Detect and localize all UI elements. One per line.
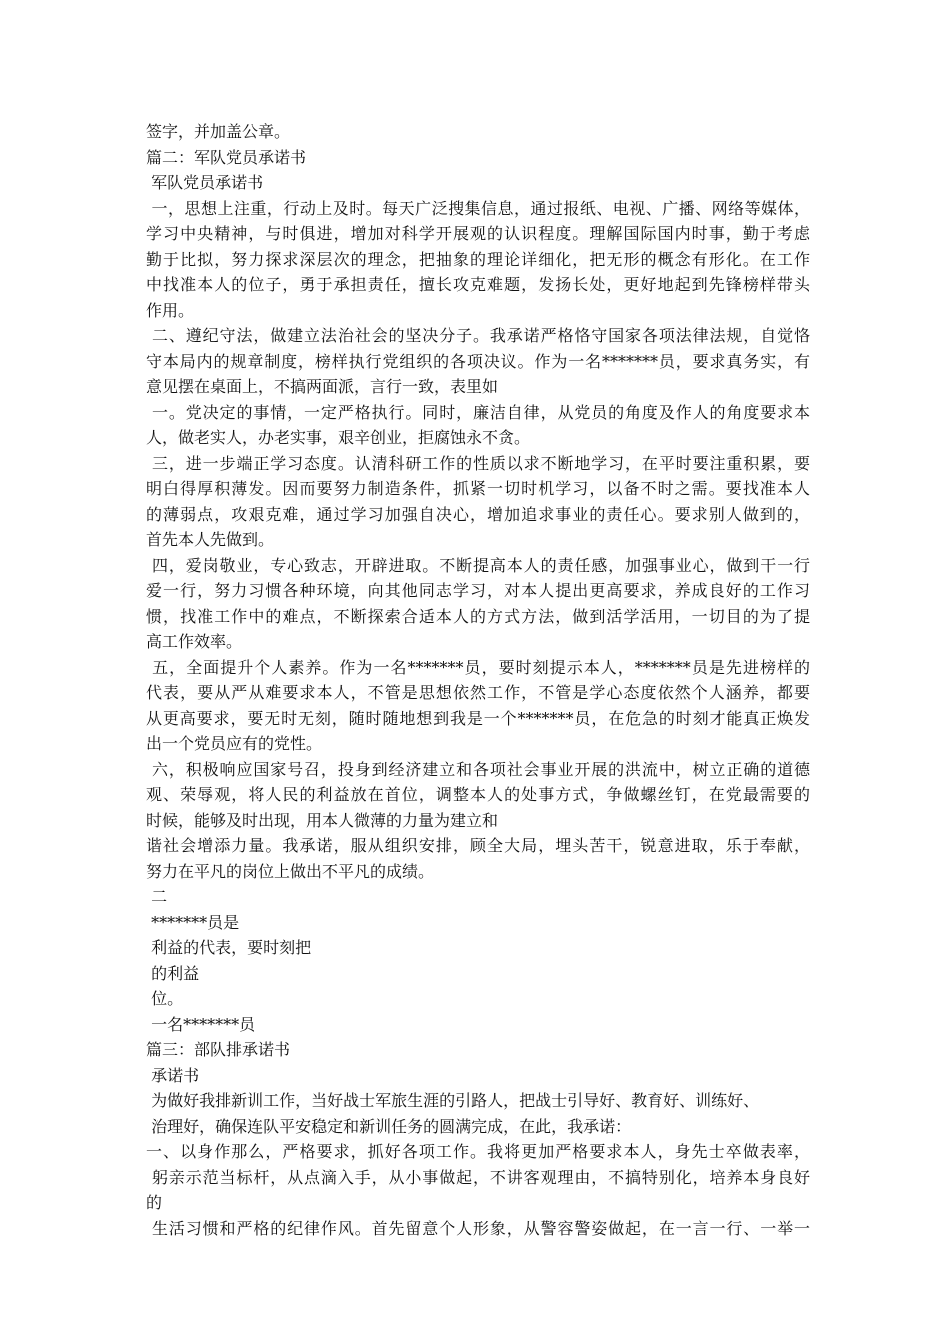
text-line: 的薄弱点，攻艰克难，通过学习加强自决心，增加追求事业的责任心。要求别人做到的，: [146, 504, 810, 524]
text-line: 为做好我排新训工作，当好战士军旅生涯的引路人，把战士引导好、教育好、训练好、: [146, 1091, 760, 1110]
text-line: 签字，并加盖公章。: [146, 122, 291, 141]
text-line: 意见摆在桌面上，不搞两面派，言行一致，表里如: [146, 377, 499, 396]
text-line: 谐社会增添力量。我承诺，服从组织安排，顾全大局，埋头苦干，锐意进取，乐于奉献，: [146, 836, 810, 855]
text-line: 六，积极响应国家号召，投身到经济建立和各项社会事业开展的洪流中，树立正确的道德: [146, 759, 810, 779]
text-line: *******员是: [146, 912, 240, 932]
text-line: 一，思想上注重，行动上及时。每天广泛搜集信息，通过报纸、电视、广播、网络等媒体，: [146, 198, 810, 218]
text-line: 努力在平凡的岗位上做出不平凡的成绩。: [146, 861, 435, 881]
text-line: 学习中央精神，与时俱进，增加对科学开展观的认识程度。理解国际国内时事，勤于考虑: [146, 224, 810, 243]
text-line: 位。: [146, 989, 184, 1008]
text-line: 一。党决定的事情，一定严格执行。同时，廉洁自律，从党员的角度及作人的角度要求本: [146, 402, 810, 422]
document-body: [146, 119, 810, 1241]
text-line: 代表，要从严从难要求本人，不管是思想依然工作，不管是学心态度依然个人涵养，都要: [146, 683, 810, 702]
text-line: 五，全面提升个人素养。作为一名*******员，要时刻提示本人，*******员是先进榜样的: [146, 657, 810, 677]
text-line: 高工作效率。: [146, 632, 243, 651]
text-line: 篇二：军队党员承诺书: [146, 147, 307, 167]
text-line: 一、以身作那么，严格要求，抓好各项工作。我将更加严格要求本人，身先士卒做表率，: [146, 1142, 810, 1161]
text-line: 篇三：部队排承诺书: [146, 1040, 291, 1059]
text-line: 三，进一步端正学习态度。认清科研工作的性质以求不断地学习，在平时要注重积累，要: [146, 453, 810, 473]
text-line: 治理好，确保连队平安稳定和新训任务的圆满完成，在此，我承诺：: [146, 1116, 632, 1136]
text-line: 中找准本人的位子，勇于承担责任，擅长攻克难题，发扬长处，更好地起到先锋榜样带头: [146, 275, 810, 294]
text-line: 的: [146, 1193, 163, 1212]
text-line: 利益的代表，要时刻把: [146, 938, 312, 957]
text-line: 出一个党员应有的党性。: [146, 734, 323, 753]
text-line: 人，做老实人，办老实事，艰辛创业，拒腐蚀永不贪。: [146, 428, 531, 447]
text-line: 从更高要求，要无时无刻，随时随地想到我是一个*******员，在危急的时刻才能真正焕发: [146, 708, 810, 728]
text-line: 承诺书: [146, 1065, 200, 1085]
text-line: 一名*******员: [146, 1014, 256, 1034]
text-line: 时候，能够及时出现，用本人微薄的力量为建立和: [146, 810, 499, 830]
text-line: 生活习惯和严格的纪律作风。首先留意个人形象，从警容警姿做起，在一言一行、一举一: [146, 1218, 810, 1238]
text-line: 二、遵纪守法，做建立法治社会的坚决分子。我承诺严格恪守国家各项法律法规，自觉恪: [146, 326, 810, 345]
text-line: 观、荣辱观，将人民的利益放在首位，调整本人的处事方式，争做螺丝钉，在党最需要的: [146, 785, 810, 804]
text-line: 明白得厚积薄发。因而要努力制造条件，抓紧一切时机学习，以备不时之需。要找准本人: [146, 479, 810, 498]
text-line: 军队党员承诺书: [146, 173, 264, 192]
text-line: 惯，找准工作中的难点，不断探索合适本人的方式方法，做到活学活用，一切目的为了提: [146, 606, 810, 626]
text-line: 的利益: [146, 963, 200, 983]
text-line: 二: [146, 887, 168, 906]
text-line: 勤于比拟，努力探求深层次的理念，把抽象的理论详细化，把无形的概念有形化。在工作: [146, 249, 810, 269]
text-line: 守本局内的规章制度，榜样执行党组织的各项决议。作为一名*******员，要求真务实，有: [146, 351, 810, 371]
text-line: 作用。: [146, 300, 195, 320]
text-line: 首先本人先做到。: [146, 530, 275, 549]
text-line: 躬亲示范当标杆，从点滴入手，从小事做起，不讲客观理由，不搞特别化，培养本身良好: [146, 1167, 810, 1187]
text-line: 四，爱岗敬业，专心致志，开辟进取。不断提高本人的责任感，加强事业心，做到干一行: [146, 555, 810, 575]
text-line: 爱一行，努力习惯各种环境，向其他同志学习，对本人提出更高要求，养成良好的工作习: [146, 581, 810, 600]
